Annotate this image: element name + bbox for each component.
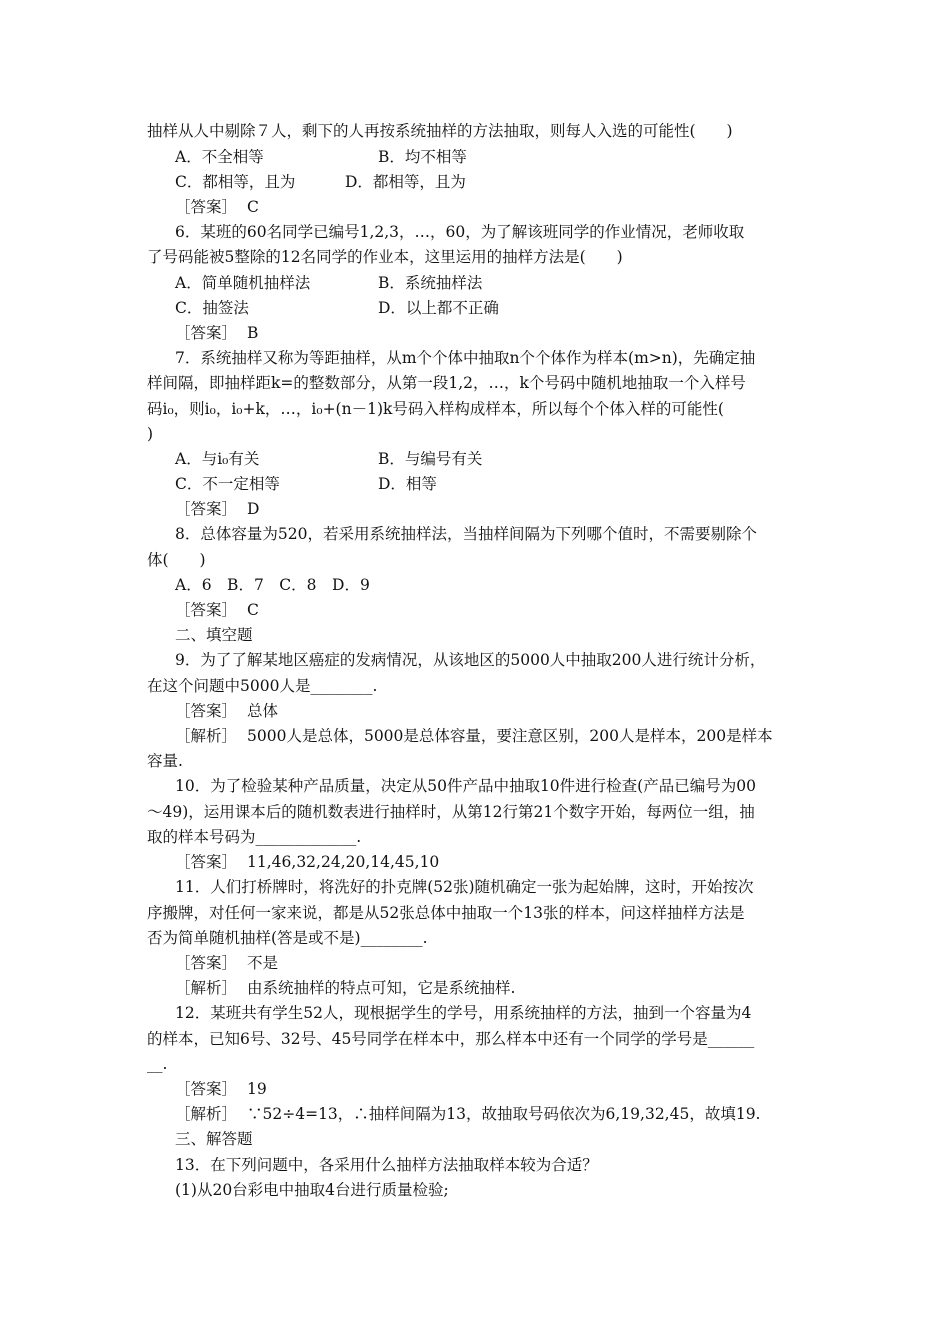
q6-answer: B: [247, 324, 259, 342]
q9-answer: 总体: [247, 702, 279, 720]
q10-stem-line1: 10．为了检验某种产品质量，决定从50件产品中抽取10件进行检查(产品已编号为00: [175, 777, 756, 795]
q7-stem-line3: 码i₀，则i₀，i₀+k，…，i₀+(n－1)k号码入样构成样本，所以每个个体入样的可能性(: [147, 400, 724, 418]
q12-stem-line2: 的样本，已知6号、32号、45号同学在样本中，那么样本中还有一个同学的学号是______: [147, 1030, 755, 1048]
q9-analysis-line1: 5000人是总体，5000是总体容量，要注意区别，200人是样本，200是样本: [247, 727, 773, 745]
q7-answer-row: [175, 499, 259, 519]
q6-stem-line1: 6．某班的60名同学已编号1,2,3，…，60，为了解该班同学的作业情况，老师收取: [175, 223, 745, 241]
q5-option-b: B．均不相等: [378, 148, 467, 166]
q6-option-b: B．系统抽样法: [378, 274, 483, 292]
analysis-label: ［解析］: [175, 727, 238, 745]
q5-option-d: D．都相等，且为: [345, 173, 466, 191]
q9-stem-line2: 在这个问题中5000人是________.: [147, 677, 378, 695]
q10-stem-line2: ～49)，运用课本后的随机数表进行抽样时，从第12行第21个数字开始，每两位一组，抽: [147, 803, 755, 821]
q10-answer: 11,46,32,24,20,14,45,10: [247, 853, 440, 871]
q6-stem-line2: 了号码能被5整除的12名同学的作业本，这里运用的抽样方法是( ): [147, 248, 623, 266]
q8-stem-line1: 8．总体容量为520，若采用系统抽样法，当抽样间隔为下列哪个值时，不需要剔除个: [175, 525, 757, 543]
q7-answer: D: [247, 500, 260, 518]
q13-part1: (1)从20台彩电中抽取4台进行质量检验;: [175, 1181, 449, 1199]
q6-option-c: C．抽签法: [175, 299, 249, 317]
q12-analysis: ∵52÷4=13，∴抽样间隔为13，故抽取号码依次为6,19,32,45，故填19.: [247, 1105, 761, 1123]
q12-stem-line3: __.: [147, 1055, 168, 1073]
q11-stem-line2: 序搬牌，对任何一家来说，都是从52张总体中抽取一个13张的样本，问这样抽样方法是: [147, 904, 745, 922]
q7-stem-line4: ): [147, 425, 154, 443]
answer-label: ［答案］: [175, 853, 238, 871]
q12-analysis-row: [175, 1104, 761, 1124]
q10-answer-row: [175, 852, 439, 872]
q11-analysis-row: [175, 978, 515, 998]
analysis-label: ［解析］: [175, 1105, 238, 1123]
section-heading-fill-in: 二、填空题: [175, 626, 253, 644]
q8-answer-row: [175, 600, 259, 620]
answer-label: ［答案］: [175, 954, 238, 972]
answer-label: ［答案］: [175, 601, 238, 619]
answer-label: ［答案］: [175, 500, 238, 518]
answer-label: ［答案］: [175, 1080, 238, 1098]
analysis-label: ［解析］: [175, 979, 238, 997]
q10-stem-line3: 取的样本号码为_____________.: [147, 828, 362, 846]
q8-options: A．6 B．7 C．8 D．9: [175, 576, 370, 594]
q6-option-a: A．简单随机抽样法: [175, 274, 311, 292]
q7-option-c: C．不一定相等: [175, 475, 280, 493]
q5-option-a: A．不全相等: [175, 148, 264, 166]
q7-stem-line2: 样间隔，即抽样距k=的整数部分，从第一段1,2，…，k个号码中随机地抽取一个入样号: [147, 374, 746, 392]
q9-stem-line1: 9．为了了解某地区癌症的发病情况，从该地区的5000人中抽取200人进行统计分析，: [175, 651, 766, 669]
q5-answer: C: [247, 198, 259, 216]
q11-stem-line1: 11．人们打桥牌时，将洗好的扑克牌(52张)随机确定一张为起始牌，这时，开始按次: [175, 878, 754, 896]
q7-option-b: B．与编号有关: [378, 450, 483, 468]
q11-analysis: 由系统抽样的特点可知，它是系统抽样.: [247, 979, 516, 997]
q12-stem-line1: 12．某班共有学生52人，现根据学生的学号，用系统抽样的方法，抽到一个容量为4: [175, 1004, 752, 1022]
q8-answer: C: [247, 601, 259, 619]
q12-answer: 19: [247, 1080, 267, 1098]
q5-answer-row: [175, 197, 259, 217]
answer-label: ［答案］: [175, 324, 238, 342]
q9-answer-row: [175, 701, 278, 721]
answer-label: ［答案］: [175, 198, 238, 216]
q6-option-d: D．以上都不正确: [378, 299, 499, 317]
q5-stem-tail: 抽样从人中剔除７人，剩下的人再按系统抽样的方法抽取，则每人入选的可能性( ): [147, 122, 733, 140]
q11-stem-line3: 否为简单随机抽样(答是或不是)________.: [147, 929, 428, 947]
q12-answer-row: [175, 1079, 267, 1099]
q9-analysis-row: [175, 726, 773, 746]
q5-option-c: C．都相等，且为: [175, 173, 296, 191]
q13-stem: 13．在下列问题中，各采用什么抽样方法抽取样本较为合适？: [175, 1156, 598, 1174]
section-heading-solve: 三、解答题: [175, 1130, 253, 1148]
q6-answer-row: [175, 323, 258, 343]
q7-option-a: A．与i₀有关: [175, 450, 260, 468]
answer-label: ［答案］: [175, 702, 238, 720]
q7-stem-line1: 7．系统抽样又称为等距抽样，从m个个体中抽取n个个体作为样本(m>n)，先确定抽: [175, 349, 756, 367]
q11-answer: 不是: [247, 954, 279, 972]
q8-stem-line2: 体( ): [147, 551, 206, 569]
q7-option-d: D．相等: [378, 475, 437, 493]
q11-answer-row: [175, 953, 278, 973]
q9-analysis-line2: 容量.: [147, 752, 183, 770]
